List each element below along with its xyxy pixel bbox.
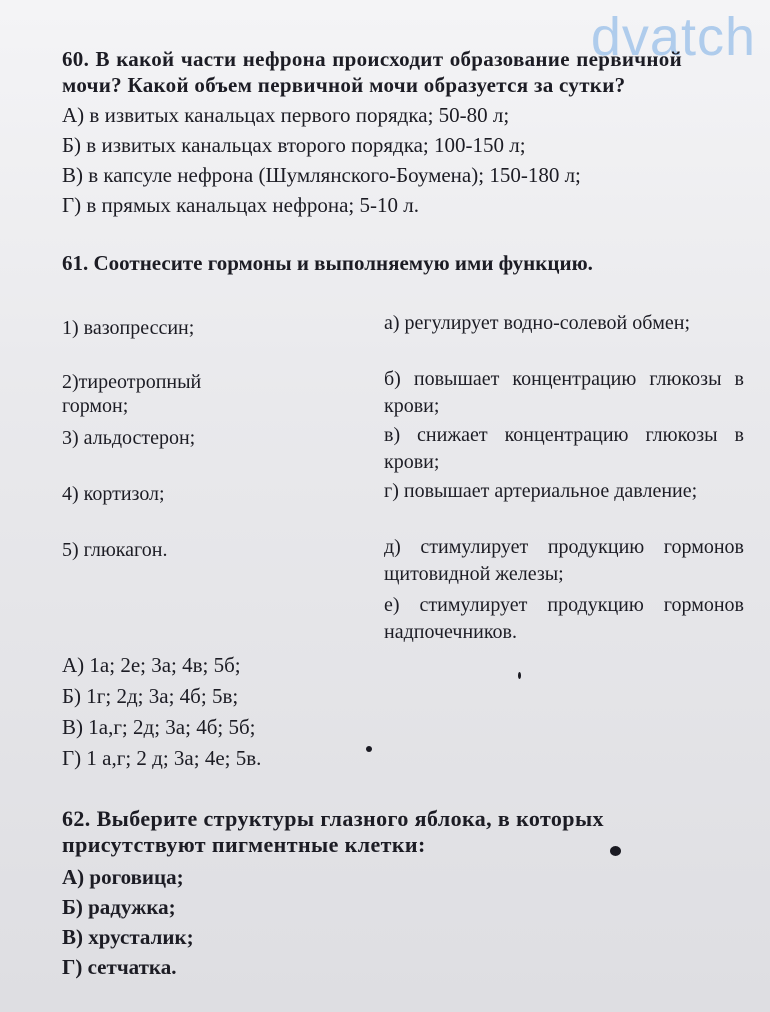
function-item-b: б) повышает концентрацию глюкозы в крови;: [384, 368, 744, 417]
option-c: В) в капсуле нефрона (Шумлянского-Боумена); 150-180 л;: [62, 163, 581, 187]
question-61-options: [62, 650, 261, 774]
function-item-a: а) регулирует водно-солевой обмен;: [384, 312, 691, 334]
option-d: Г) 1 а,г; 2 д; 3а; 4е; 5в.: [62, 746, 262, 770]
option-c: В) хрусталик;: [62, 925, 194, 949]
option-b: Б) в извитых канальцах второго порядка; 100-150 л;: [62, 133, 526, 157]
function-item-c: в) снижает концентрацию глюкозы в крови;: [384, 424, 744, 473]
option-d: Г) в прямых канальцах нефрона; 5-10 л.: [62, 193, 419, 217]
hormone-item-5: 5) глюкагон.: [62, 539, 168, 561]
ink-speck: [610, 846, 621, 856]
option-b: Б) радужка;: [62, 895, 176, 919]
ink-speck: [366, 746, 372, 752]
option-a: А) роговица;: [62, 865, 184, 889]
ink-speck: [518, 672, 521, 679]
question-61-title: 61. Соотнесите гормоны и выполняемую ими функцию.: [62, 251, 593, 275]
question-62-title: 62. Выберите структуры глазного яблока, в которых присутствуют пигментные клетки:: [62, 806, 604, 857]
question-60-options: [62, 100, 682, 220]
hormone-item-3: 3) альдостерон;: [62, 427, 196, 449]
option-b: Б) 1г; 2д; 3а; 4б; 5в;: [62, 684, 239, 708]
hormone-item-1: 1) вазопрессин;: [62, 317, 195, 339]
watermark-logo: dvatch: [590, 7, 756, 67]
option-a: А) 1а; 2е; 3а; 4в; 5б;: [62, 653, 241, 677]
function-item-d: г) повышает артериальное давление;: [384, 480, 698, 502]
hormone-item-4: 4) кортизол;: [62, 483, 165, 505]
question-62: [62, 806, 722, 982]
question-62-options: [62, 862, 722, 982]
question-60: [62, 46, 682, 220]
option-a: А) в извитых канальцах первого порядка; 50-80 л;: [62, 103, 510, 127]
option-d: Г) сетчатка.: [62, 955, 177, 979]
function-item-e: д) стимулирует продукцию гормонов щитовидной железы;: [384, 536, 744, 585]
hormone-item-2: 2)тиреотропный гормон;: [62, 371, 202, 417]
option-c: В) 1а,г; 2д; 3а; 4б; 5б;: [62, 715, 256, 739]
question-60-title: 60. В какой части нефрона происходит образование первичной мочи? Какой объем первичной мочи образуется за сутки?: [62, 47, 682, 97]
question-61: [62, 250, 752, 770]
function-item-f: е) стимулирует продукцию гормонов надпочечников.: [384, 594, 744, 643]
